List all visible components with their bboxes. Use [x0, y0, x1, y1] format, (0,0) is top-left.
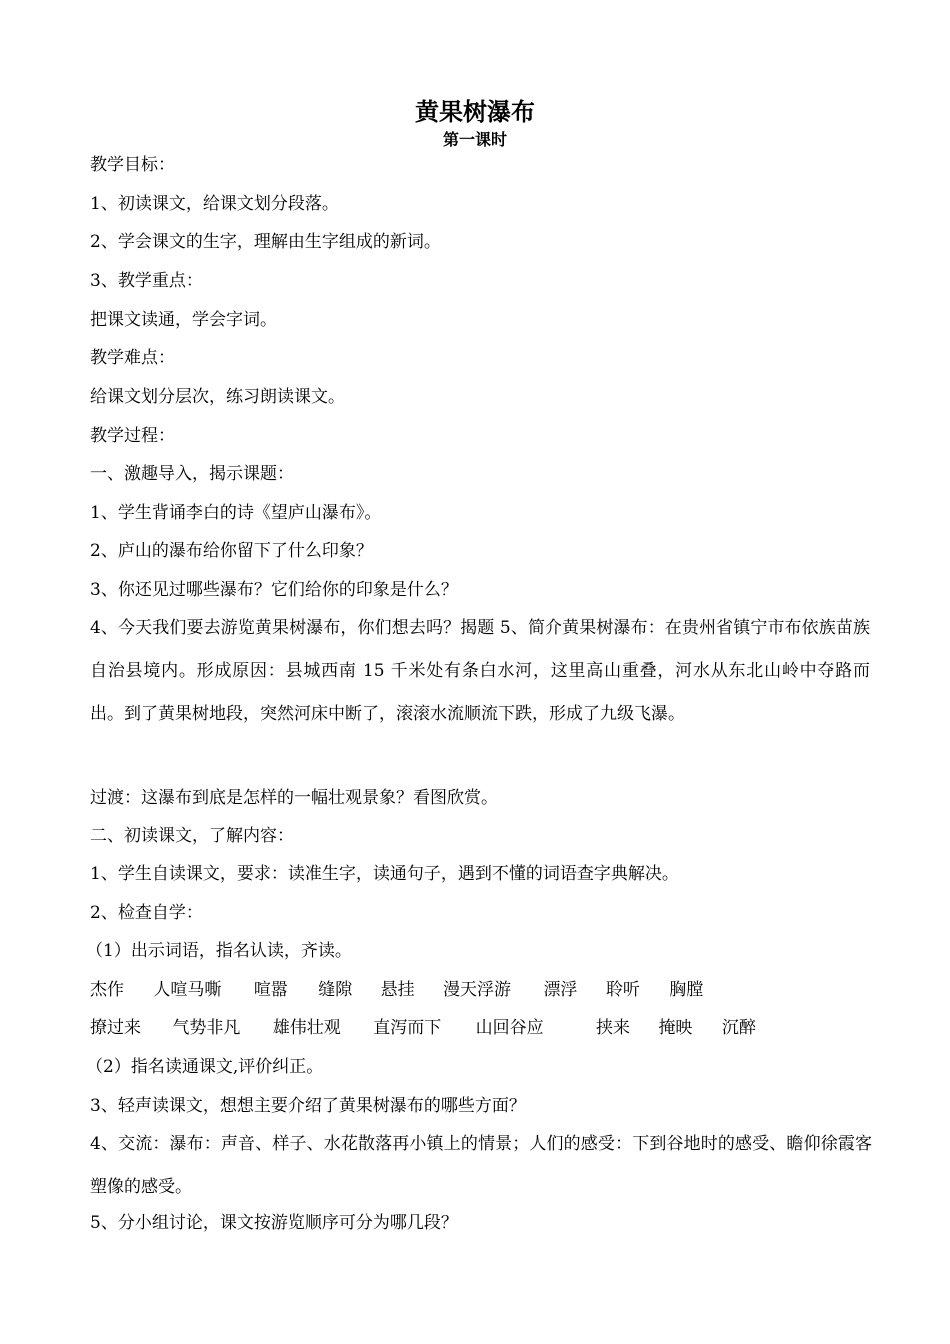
vocab-word: 掩映	[658, 1018, 693, 1038]
document-subtitle: 第一课时	[442, 130, 507, 149]
step-1-3: 3、你还见过哪些瀑布？它们给你的印象是什么？	[90, 580, 458, 600]
section-two-heading: 二、初读课文，了解内容：	[90, 826, 294, 846]
vocab-word: 挟来	[596, 1018, 631, 1038]
vocab-row-1	[90, 978, 880, 1002]
heading-difficulty: 教学难点：	[90, 348, 175, 368]
vocab-word: 漫天浮游	[443, 980, 512, 1000]
document-title: 黄果树瀑布	[415, 98, 535, 126]
step-2-5: 5、分小组讨论，课文按游览顺序可分为哪几段？	[90, 1213, 458, 1233]
key-point-text: 把课文读通，学会字词。	[90, 310, 277, 330]
vocab-word: 人喧马嘶	[153, 980, 222, 1000]
transition-text: 过渡：这瀑布到底是怎样的一幅壮观景象？看图欣赏。	[90, 788, 498, 808]
vocab-word: 沉醉	[721, 1018, 756, 1038]
vocab-word: 喧嚣	[253, 980, 288, 1000]
goal-item-3: 3、教学重点：	[90, 271, 203, 291]
vocab-word: 撩过来	[90, 1018, 141, 1038]
step-2-2-sub-2: （2）指名读通课文,评价纠正。	[86, 1057, 324, 1077]
step-1-2: 2、庐山的瀑布给你留下了什么印象？	[90, 541, 373, 561]
goal-item-1: 1、初读课文，给课文划分段落。	[90, 194, 339, 214]
vocab-word: 悬挂	[380, 980, 415, 1000]
vocab-word: 聆听	[605, 980, 640, 1000]
step-1-1: 1、学生背诵李白的诗《望庐山瀑布》。	[90, 503, 382, 523]
difficulty-text: 给课文划分层次，练习朗读课文。	[90, 387, 345, 407]
heading-teaching-goals: 教学目标：	[90, 155, 175, 175]
step-2-2: 2、检查自学：	[90, 903, 203, 923]
vocab-word: 山回谷应	[475, 1018, 544, 1038]
heading-process: 教学过程：	[90, 426, 175, 446]
vocab-row-2	[90, 1016, 880, 1040]
vocab-word: 胸膛	[669, 980, 704, 1000]
vocab-word: 缝隙	[318, 980, 353, 1000]
vocab-word: 雄伟壮观	[272, 1018, 341, 1038]
vocab-word: 漂浮	[543, 980, 578, 1000]
vocab-word: 杰作	[90, 980, 124, 1000]
step-2-3: 3、轻声读课文，想想主要介绍了黄果树瀑布的哪些方面？	[90, 1096, 526, 1116]
vocab-word: 直泻而下	[373, 1018, 442, 1038]
vocab-word: 气势非凡	[172, 1018, 241, 1038]
section-one-heading: 一、激趣导入，揭示课题：	[90, 464, 294, 484]
step-1-4-paragraph: 4、今天我们要去游览黄果树瀑布，你们想去吗？揭题 5、简介黄果树瀑布：在贵州省镇宁市布依族苗族自治县境内。形成原因：县城西南 15 千米处有条白水河，这里高山重叠，河水从东北山岭中夺路而出。到了黄果树地段，突然河床中断了，滚滚水流顺流下跌，形成了九级飞瀑。	[90, 618, 870, 724]
step-2-1: 1、学生自读课文，要求：读准生字，读通句子，遇到不懂的词语查字典解决。	[90, 864, 679, 884]
goal-item-2: 2、学会课文的生字，理解由生字组成的新词。	[90, 232, 441, 252]
step-2-2-sub-1: （1）出示词语，指名认读，齐读。	[86, 941, 352, 961]
step-2-4-paragraph: 4、交流：瀑布：声音、样子、水花散落再小镇上的情景；人们的感受：下到谷地时的感受、瞻仰徐霞客塑像的感受。	[90, 1134, 872, 1197]
